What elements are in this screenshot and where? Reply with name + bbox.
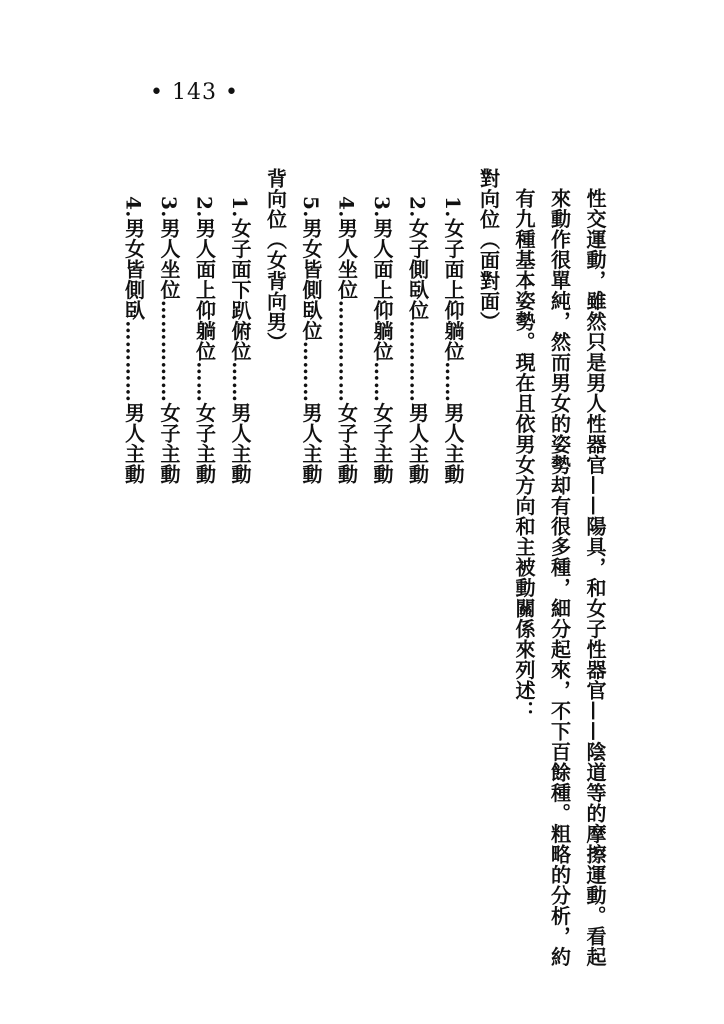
list-item: 1.女子面上仰躺位……男人主動 bbox=[441, 196, 465, 485]
section-heading-back: 背向位（女背向男） bbox=[263, 168, 288, 353]
list-item: 4.男人坐位……………女子主動 bbox=[334, 196, 359, 485]
page-number: • 143 • bbox=[150, 80, 239, 105]
list-item: 2.女子側臥位…………男人主動 bbox=[405, 196, 430, 485]
vertical-text-body bbox=[115, 150, 612, 970]
list-item: 5.男女皆側臥位………男人主動 bbox=[299, 196, 323, 485]
list-item: 3.男人面上仰躺位……女子主動 bbox=[370, 196, 394, 485]
list-item: 2.男人面上仰躺位……女子主動 bbox=[192, 196, 217, 485]
list-item: 4.男女皆側臥…………男人主動 bbox=[121, 196, 146, 485]
intro-paragraph: 性交運動，雖然只是男人性器官——陽具，和女子性器官——陰道等的摩擦運動。看起來動作很單純，然而男女的姿勢却有很多種，細分起來，不下百餘種。粗略的分析，約有九種基本姿勢。現在且依男女方向和主被動關係來列述： bbox=[512, 188, 607, 967]
list-item: 3.男人坐位……………女子主動 bbox=[157, 196, 181, 485]
list-item: 1.女子面下趴俯位……男人主動 bbox=[228, 196, 252, 485]
section-heading-facing: 對向位（面對面） bbox=[476, 168, 501, 332]
